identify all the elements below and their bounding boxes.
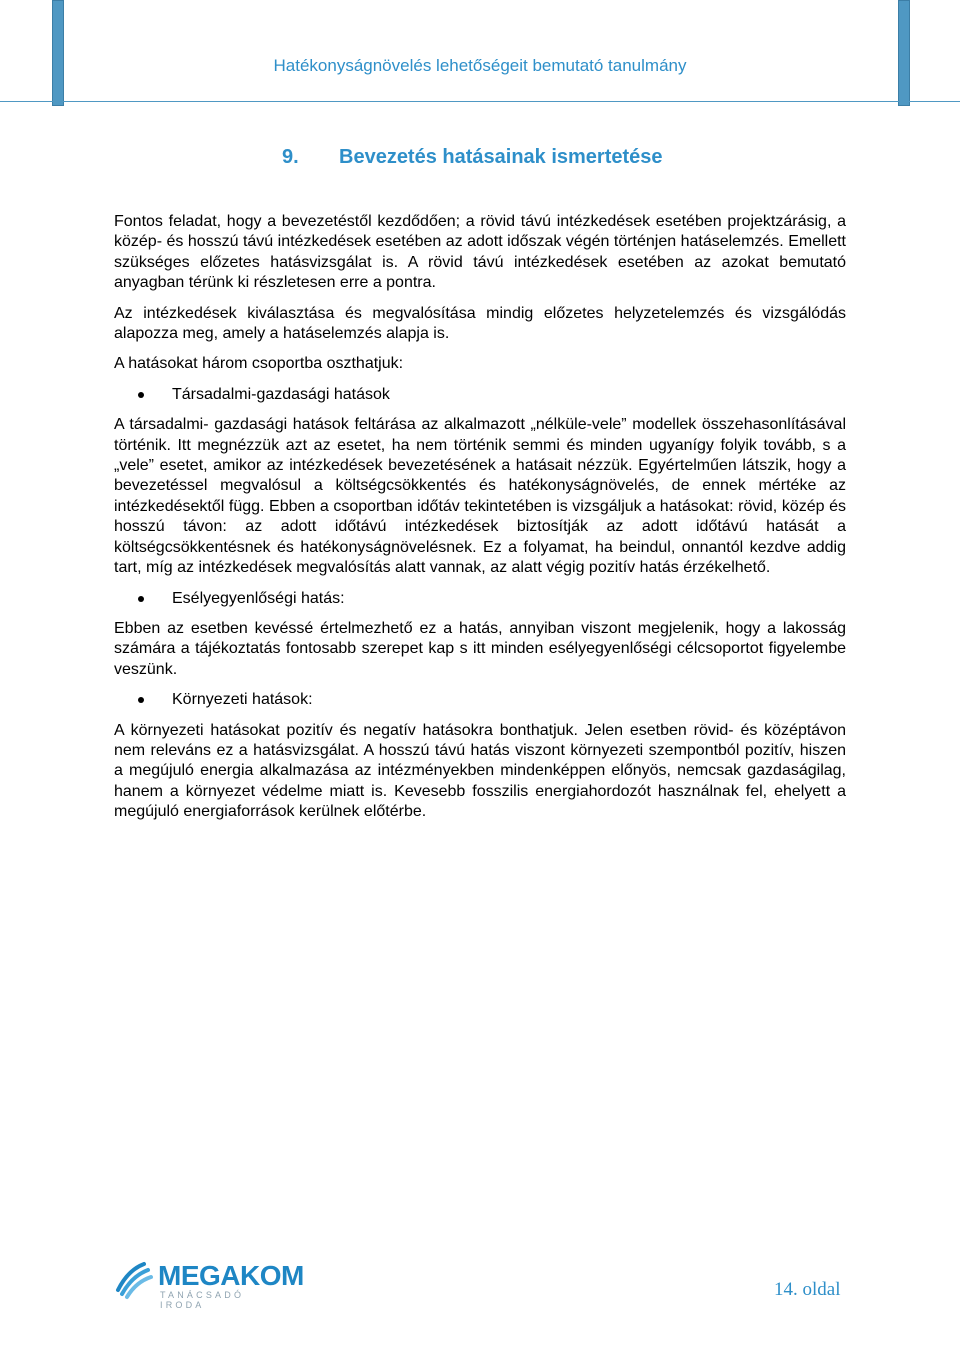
header-left-bar (52, 0, 64, 106)
bullet-item (114, 589, 846, 609)
chapter-title: Bevezetés hatásainak ismertetése (339, 146, 663, 168)
document-body (114, 212, 846, 833)
running-header: Hatékonyságnövelés lehetőségeit bemutató tanulmány (273, 56, 687, 75)
logo-subtitle: TANÁCSADÓ IRODA (160, 1290, 245, 1310)
paragraph: Ebben az esetben kevéssé értelmezhető ez a hatás, annyiban viszont megjelenik, hogy a lakosság számára a tájékoztatás fontosabb szerepet kap s itt minden esélyegyenlőségi célcsoportot figyelembe veszünk. (114, 619, 846, 678)
logo-mark-icon (114, 1260, 154, 1300)
paragraph: A környezeti hatásokat pozitív és negatív hatásokra bonthatjuk. Jelen esetben rövid- és középtávon nem releváns ez a hatásvizsgálat. A hosszú távú hatás viszont környezeti szempontból pozitív, hiszen a megújuló energia alkalmazása az intézményekben mindenképpen előnyös, nemcsak gazdaságilag, hanem a környezet védelme miatt is. Kevesebb fosszilis energiahordozót használnak fel, ehelyett a megújuló energiaforrások kerülnek előtérbe. (114, 721, 846, 821)
chapter-heading (282, 146, 663, 169)
bullet-item (114, 690, 846, 710)
bullet-icon (138, 392, 144, 398)
bullet-label: Környezeti hatások: (172, 691, 313, 709)
bullet-icon (138, 596, 144, 602)
logo-wordmark: MEGAKOM (158, 1260, 304, 1291)
paragraph: Fontos feladat, hogy a bevezetéstől kezdődően; a rövid távú intézkedések esetében projektzárásig, a közép- és hosszú távú intézkedések esetében az adott időszak végén történjen hatáselemzés. Emellett szükséges előzetes hatásvizsgálat is. A rövid távú intézkedések esetében az azokat bemutató anyagban térünk ki részletesen erre a pontra. (114, 213, 846, 292)
bullet-item (114, 385, 846, 405)
bullet-icon (138, 697, 144, 703)
header-divider (0, 101, 960, 102)
chapter-number: 9. (282, 146, 299, 168)
page-number: 14. oldal (774, 1279, 841, 1300)
paragraph: A társadalmi- gazdasági hatások feltárása az alkalmazott „nélküle-vele” modellek összehasonlításával történik. Itt megnézzük azt az esetet, ha nem történik semmi és minden ugyanígy folyik tovább, s a „vele” esetet, amikor az intézkedések bevezetésének a hatásait nézzük. Egyértelműen látszik, hogy a bevezetéssel megvalósul a költségcsökkentés és hatékonyságnövelés, de ennek mértéke az intézkedésektől függ. Ebben a csoportban időtáv tekintetében is vizsgáljuk a hatásokat: rövid, közép és hosszú távon: az adott időtávú intézkedések biztosítják az adott időtávú hatását a költségcsökkentésnek és hatékonyságnövelésnek. Ez a folyamat, ha beindul, onnantól kezdve addig tart, míg az intézkedések megvalósítás alatt vannak, az alatt végig pozitív hatás érzékelhető. (114, 416, 846, 577)
bullet-label: Esélyegyenlőségi hatás: (172, 589, 345, 607)
header-right-bar (898, 0, 910, 106)
bullet-label: Társadalmi-gazdasági hatások (172, 385, 390, 403)
paragraph: A hatásokat három csoportba oszthatjuk: (114, 355, 404, 373)
paragraph: Az intézkedések kiválasztása és megvalósítása mindig előzetes helyzetelemzés és vizsgálódás alapozza meg, amely a hatáselemzés alapja is. (114, 304, 846, 343)
company-logo (114, 1258, 304, 1310)
